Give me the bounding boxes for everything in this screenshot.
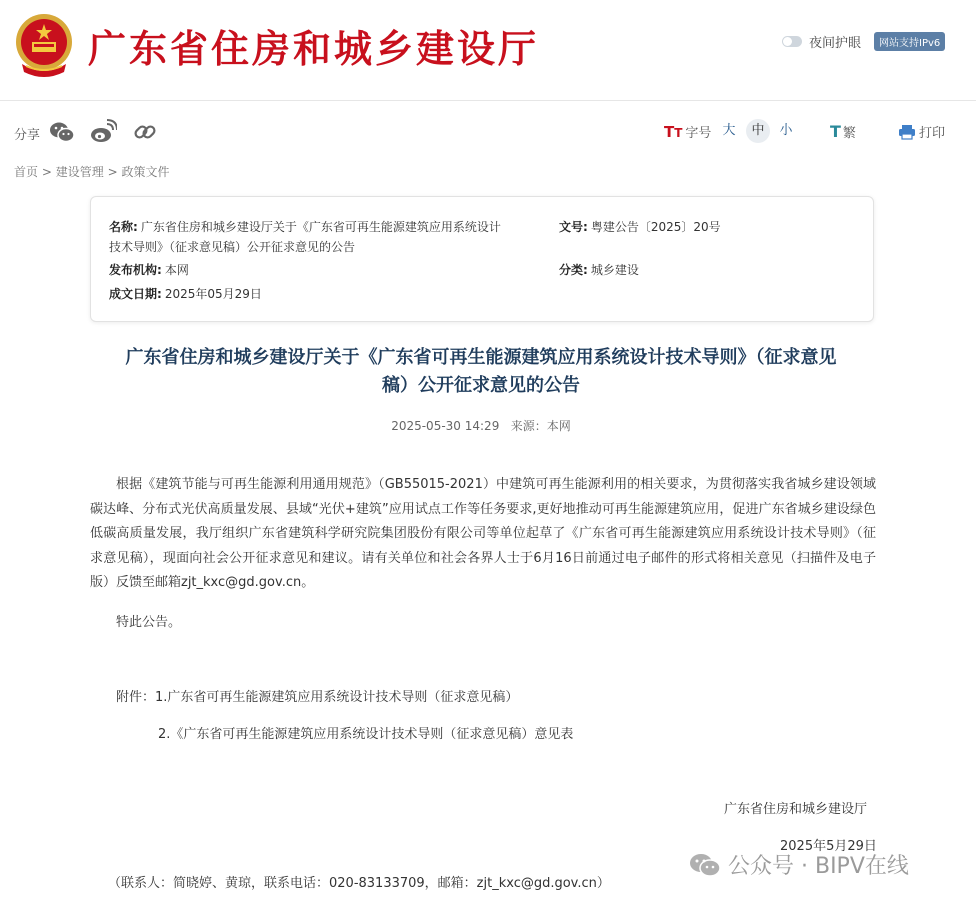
article-title [90,344,872,400]
notice-text: 特此公告。 [116,615,182,630]
category-field [559,260,639,280]
doc-number-field [559,217,721,237]
doc-number-label: 文号: [559,220,588,234]
font-size-large-button[interactable]: 大 [722,123,736,138]
doc-name-line1: 广东省住房和城乡建设厅关于《广东省可再生能源建筑应用系统设计 [140,220,501,234]
watermark-text: 公众号 · BIPV在线 [728,854,909,879]
toggle-switch-icon[interactable] [782,36,802,47]
breadcrumb-construction-management[interactable]: 建设管理 [55,165,104,179]
category-value: 城乡建设 [590,263,639,277]
article-title-line2: 稿）公开征求意见的公告 [382,375,580,396]
contact-info: （联系人：简晓婷、黄琼，联系电话：020-83133709，邮箱：zjt_kxc@gd.gov.cn） [108,876,610,891]
link-icon[interactable] [131,118,159,146]
signature-org: 广东省住房和城乡建设厅 [724,802,868,817]
national-emblem-icon [14,12,74,78]
print-label: 打印 [919,126,946,141]
date-label: 成文日期: [109,287,162,301]
publisher-field [109,260,189,280]
breadcrumb-separator: > [41,165,52,179]
watermark [688,849,909,880]
signature-date: 2025年5月29日 [780,839,877,854]
wechat-icon[interactable] [48,118,76,146]
doc-name-label: 名称: [109,220,138,234]
traditional-chinese-button[interactable] [830,122,856,141]
site-header [0,0,976,101]
date-field [109,284,262,304]
doc-name-line2: 技术导则》（征求意见稿）公开征求意见的公告 [109,240,356,254]
wechat-watermark-icon [688,851,722,879]
publisher-value: 本网 [164,263,189,277]
article-title-line1: 广东省住房和城乡建设厅关于《广东省可再生能源建筑应用系统设计技术导则》（征求意见 [125,347,837,368]
publisher-label: 发布机构: [109,263,162,277]
font-size-medium-button[interactable]: 中 [746,119,770,143]
article-meta [90,417,872,434]
share-label: 分享 [14,128,41,143]
doc-name-field [109,217,539,257]
night-mode-label: 夜间护眼 [809,36,862,51]
document-info-card [90,196,874,322]
category-label: 分类: [559,263,588,277]
site-title[interactable]: 广东省住房和城乡建设厅 [88,26,540,71]
breadcrumb-home[interactable]: 首页 [14,165,39,179]
font-size-small-button[interactable]: 小 [779,123,793,138]
article-datetime: 2025-05-30 14:29 [391,419,500,433]
ipv6-badge: 网站支持IPv6 [874,32,945,51]
traditional-icon: T [830,122,841,141]
font-size-control [664,122,711,141]
article-source: 来源：本网 [510,419,571,433]
attachment-2-link[interactable]: 2.《广东省可再生能源建筑应用系统设计技术导则（征求意见稿）意见表 [158,727,574,742]
font-size-icon: TT [664,122,683,141]
print-button[interactable] [898,122,945,141]
date-value: 2025年05月29日 [164,287,262,301]
weibo-icon[interactable] [89,118,117,146]
night-mode-toggle[interactable] [782,32,861,51]
traditional-label: 繁 [842,126,856,141]
breadcrumb-separator: > [107,165,118,179]
printer-icon [898,124,916,140]
doc-number-value: 粤建公告〔2025〕20号 [590,220,721,234]
breadcrumb [14,163,169,180]
breadcrumb-policy-documents[interactable]: 政策文件 [121,165,170,179]
attachment-1-link[interactable]: 附件：1.广东省可再生能源建筑应用系统设计技术导则（征求意见稿） [116,690,519,705]
article-body-paragraph: 根据《建筑节能与可再生能源利用通用规范》（GB55015-2021）中建筑可再生能源利用的相关要求，为贯彻落实我省城乡建设领域碳达峰、分布式光伏高质量发展、县域“光伏+建筑”应用试点工作等任务要求,更好地推动可再生能源建筑应用，促进广东省城乡建设绿色低碳高质量发展，我厅组织广东省建筑科学研究院集团股份有限公司等单位起草了《广东省可再生能源建筑应用系统设计技术导则》（征求意见稿），现面向社会公开征求意见和建议。请有关单位和社会各界人士于6月16日前通过电子邮件的形式将相关意见（扫描件及电子版）反馈至邮箱zjt_kxc@gd.gov.cn。 [90,477,876,591]
font-size-label: 字号 [685,126,712,141]
